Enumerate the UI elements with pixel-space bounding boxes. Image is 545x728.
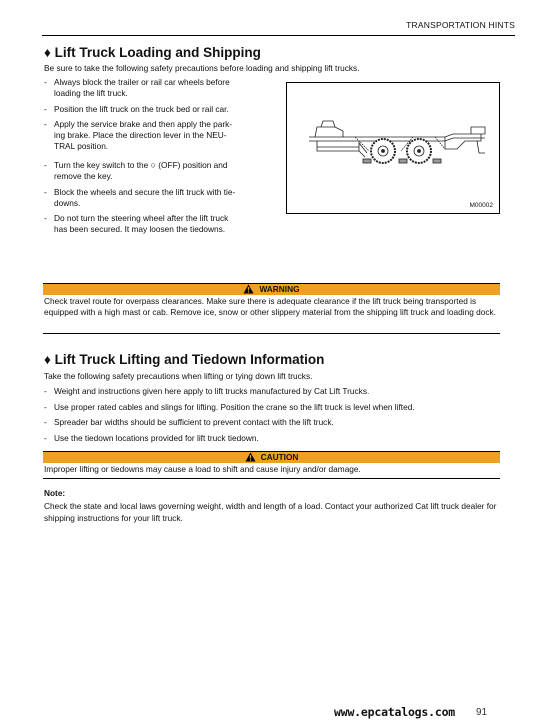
note-text: Check the state and local laws governing weight, width and length of a load. Contact your authorized Cat lift truck dealer for shipping instructions for your lift truck. <box>44 501 497 523</box>
list-item: - Always block the trailer or rail car wheels before loading the lift truck. <box>44 77 280 99</box>
warning-text: Check travel route for overpass clearances. Make sure there is adequate clearance if the lift truck being transported is equipped with a high mast or cab. Remove ice, snow or other slippery material from the shipping lift truck and loading dock. <box>44 296 496 317</box>
warning-bottom-rule <box>43 333 500 334</box>
list-item: - Spreader bar widths should be sufficient to prevent contact with the lift truck. <box>44 417 500 428</box>
lifting-precautions-list <box>44 386 500 448</box>
section-intro-lifting: Take the following safety precautions when lifting or tying down lift trucks. <box>44 371 313 381</box>
caution-bottom-rule <box>43 478 500 479</box>
page-number: 91 <box>476 707 488 718</box>
off-symbol-icon: ○ <box>150 160 156 171</box>
list-item: - Use proper rated cables and slings for lifting. Position the crane so the lift truck is level when lifted. <box>44 402 500 413</box>
section-intro-loading: Be sure to take the following safety precautions before loading and shipping lift trucks. <box>44 63 360 73</box>
lowboy-trailer-illustration <box>295 107 493 179</box>
caution-text: Improper lifting or tiedowns may cause a load to shift and cause injury and/or damage. <box>44 464 361 474</box>
list-item: - Use the tiedown locations provided for lift truck tiedown. <box>44 433 500 444</box>
header-rule <box>42 35 515 36</box>
trailer-illustration-figure <box>286 82 500 214</box>
warning-triangle-icon <box>243 284 254 294</box>
warning-label: WARNING <box>259 284 300 294</box>
list-item: - Weight and instructions given here apply to lift trucks manufactured by Cat Lift Trucks. <box>44 386 500 397</box>
figure-code: M00002 <box>469 202 493 209</box>
warning-banner <box>43 283 500 295</box>
list-item: - Position the lift truck on the truck bed or rail car. <box>44 104 280 115</box>
section-title-loading: ♦ Lift Truck Loading and Shipping <box>44 45 261 60</box>
footer-watermark-url: www.epcatalogs.com <box>334 705 456 719</box>
caution-banner <box>43 451 500 463</box>
list-item: - Turn the key switch to the ○ (OFF) position and remove the key. <box>44 160 280 182</box>
list-item: - Block the wheels and secure the lift truck with tie- downs. <box>44 187 280 209</box>
list-item: - Do not turn the steering wheel after the lift truck has been secured. It may loosen the tiedowns. <box>44 213 280 235</box>
list-item: - Apply the service brake and then apply the park- ing brake. Place the direction lever in the NEU- TRAL position. <box>44 119 280 152</box>
loading-precautions-list <box>44 77 280 240</box>
section-title-lifting: ♦ Lift Truck Lifting and Tiedown Information <box>44 352 325 367</box>
caution-triangle-icon <box>245 452 256 462</box>
caution-label: CAUTION <box>260 452 299 462</box>
note-label: Note: <box>44 488 66 498</box>
header-title: TRANSPORTATION HINTS <box>406 20 515 30</box>
